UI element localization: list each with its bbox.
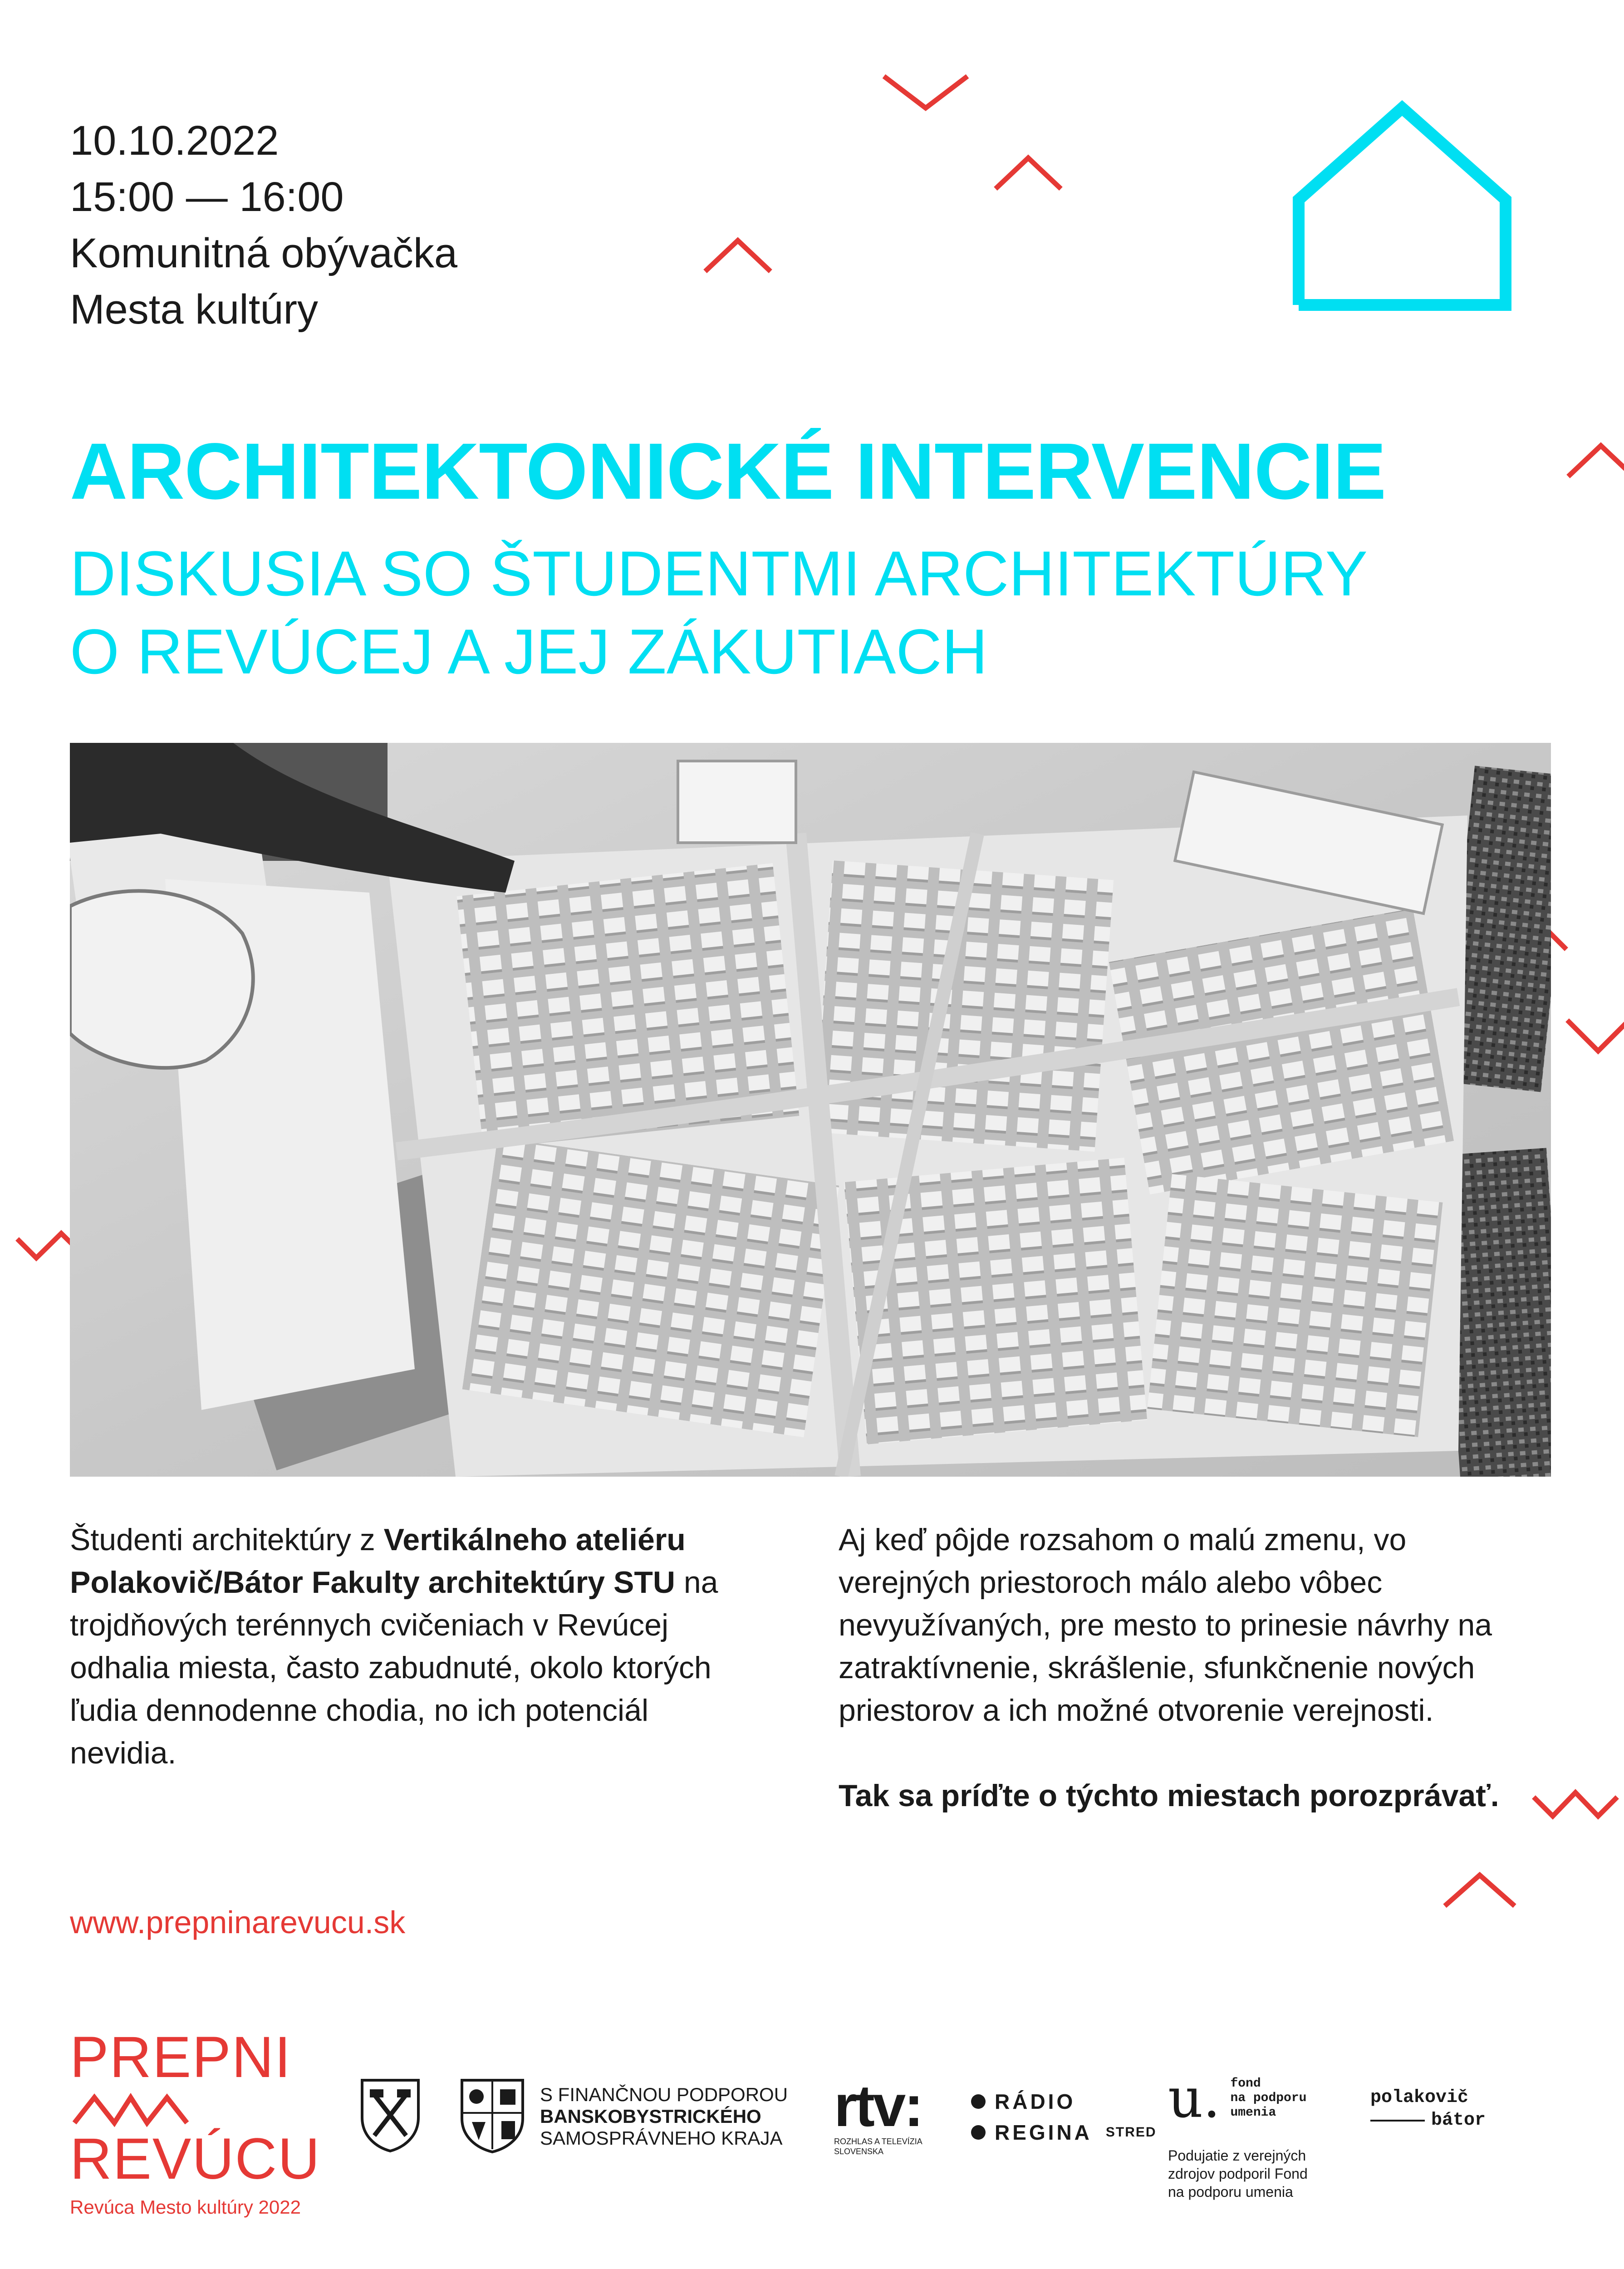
brand-tagline: Revúca Mesto kultúry 2022 (70, 2196, 301, 2218)
chevron-icon (880, 73, 971, 113)
description-column-2 (839, 1518, 1528, 1817)
atelier-name: Vertikálneho ateliéru Polakovič/Bátor Fakulty architektúry STU (70, 1522, 686, 1600)
rtvs-logo (834, 2073, 938, 2156)
call-to-action: Tak sa príďte o týchto miestach porozprávať. (839, 1778, 1499, 1813)
polakovic-bator-logo: polakovič bátor (1370, 2087, 1486, 2131)
bbsk-crest-icon (458, 2077, 526, 2154)
fpu-note: Podujatie z verejných zdrojov podporil Fond na podporu umenia (1168, 2147, 1308, 2200)
radio-dot-icon (971, 2125, 986, 2140)
architecture-model-photo (70, 743, 1551, 1477)
brand-word-1: PREPNI (70, 2025, 292, 2090)
rtvs-caption: ROZHLAS A TELEVÍZIA SLOVENSKA (834, 2137, 922, 2156)
chevron-icon (992, 152, 1065, 193)
page-title: ARCHITEKTONICKÉ INTERVENCIE (70, 427, 1386, 516)
coat-of-arms-icon (358, 2077, 422, 2154)
event-venue-line1: Komunitná obývačka (70, 230, 458, 276)
chevron-icon (1530, 1779, 1621, 1829)
prepni-revucu-logo (70, 2025, 321, 2218)
chevron-icon (702, 235, 774, 276)
fpu-mark: u. (1168, 2067, 1221, 2130)
event-info (70, 113, 457, 338)
chevron-icon (1565, 440, 1624, 481)
subtitle-line1: DISKUSIA SO ŠTUDENTMI ARCHITEKTÚRY (70, 538, 1368, 609)
divider-line (1370, 2120, 1425, 2122)
rtvs-wordmark: rtv: (834, 2073, 922, 2139)
brand-zigzag-icon (72, 2091, 190, 2127)
subtitle-line2: O REVÚCEJ A JEJ ZÁKUTIACH (70, 616, 988, 687)
event-date: 10.10.2022 (70, 118, 279, 164)
description-paragraph-2: Aj keď pôjde rozsahom o malú zmenu, vo verejných priestoroch málo alebo vôbec nevyužívaných, pre mesto to prinesie návrhy na zatraktívnenie, skrášlenie, sfunkčnenie nových priestorov a ich možné otvorenie verejnosti. (839, 1522, 1492, 1728)
chevron-icon (1564, 1016, 1624, 1056)
event-venue-line2: Mesta kultúry (70, 286, 319, 333)
description-paragraph-1: Študenti architektúry z Vertikálneho ateliéru Polakovič/Bátor Fakulty architektúry STU na trojdňových terénnych cvičeniach v Revúcej odhalia miesta, často zabudnuté, okolo ktorých ľudia dennodenne chodia, no ich potenciál nevidia. (70, 1522, 718, 1770)
bbsk-support-text: S FINANČNOU PODPOROU BANSKOBYSTRICKÉHO SAMOSPRÁVNEHO KRAJA (540, 2084, 788, 2149)
page-subtitle (70, 535, 1368, 691)
website-link[interactable]: www.prepninarevucu.sk (70, 1905, 406, 1940)
brand-word-2: REVÚCU (70, 2127, 321, 2191)
event-time: 15:00 — 16:00 (70, 174, 344, 220)
description-column-1 (70, 1518, 760, 1774)
radio-regina-logo: RÁDIO REGINA STRED (971, 2089, 1157, 2145)
radio-dot-icon (971, 2094, 986, 2109)
chevron-icon (1441, 1870, 1518, 1910)
fpu-logo: u. fond na podporu umenia Podujatie z verejných zdrojov podporil Fond na podporu umenia (1168, 2067, 1308, 2200)
house-outline-icon (1289, 100, 1516, 313)
